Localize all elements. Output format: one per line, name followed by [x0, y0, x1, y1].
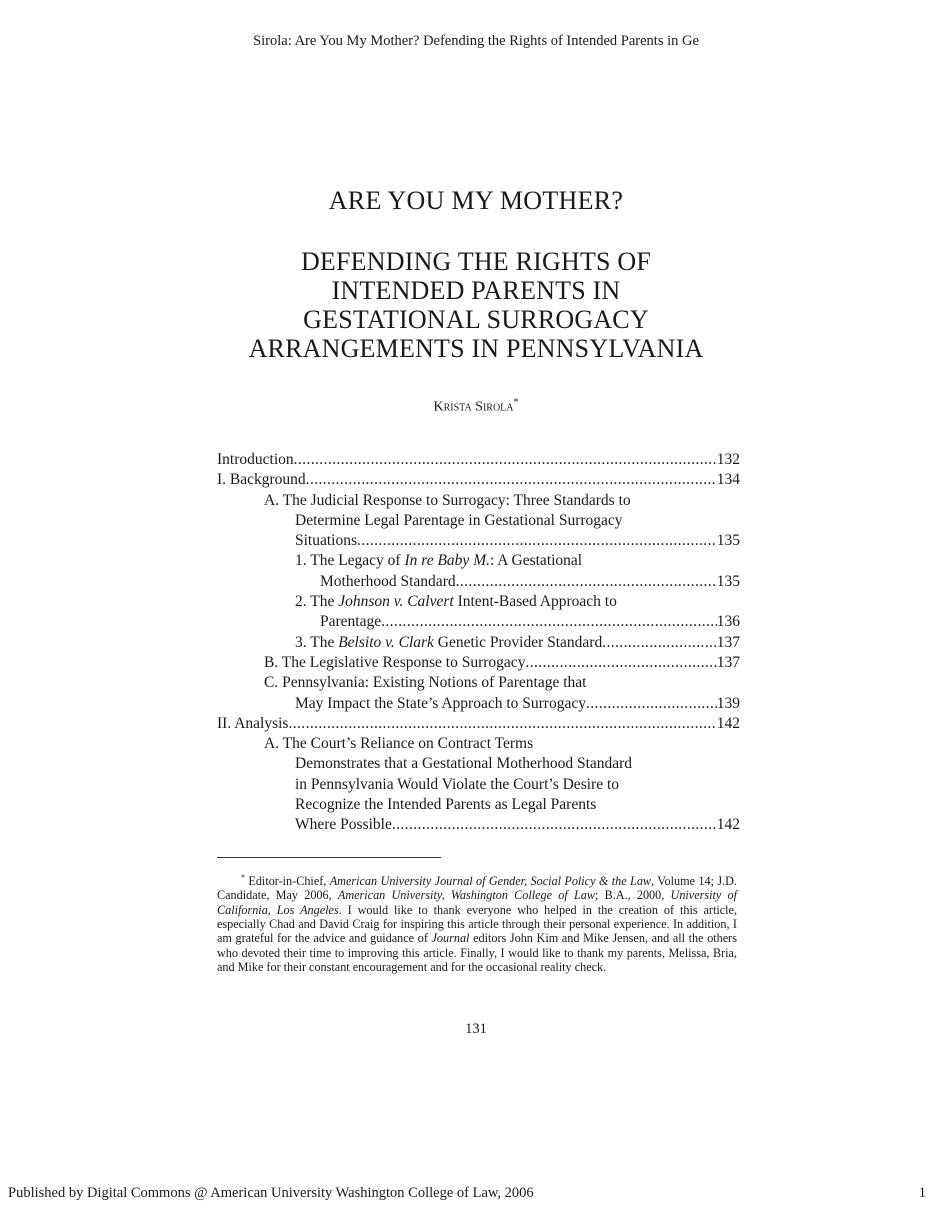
- author-name: Krista Sirola: [433, 399, 514, 415]
- toc-leader: [381, 612, 717, 632]
- footnote-segment: Editor-in-Chief,: [245, 874, 330, 889]
- toc-page-number: 136: [716, 613, 740, 631]
- toc-entry-label: B. The Legislative Response to Surrogacy: [264, 653, 526, 671]
- toc-entry-continuation: [217, 815, 740, 835]
- toc-leader: [525, 653, 716, 673]
- toc-entry-text: : A Gestational: [489, 552, 583, 570]
- toc-entry-johnson: [217, 592, 740, 612]
- toc-page-number: 135: [716, 532, 740, 550]
- toc-page-number: 142: [716, 714, 740, 732]
- toc-entry-continuation: Recognize the Intended Parents as Legal Parents: [295, 796, 597, 814]
- toc-page-number: 137: [716, 633, 740, 651]
- toc-entry-label: Motherhood Standard: [320, 572, 456, 590]
- footnote-italic: Journal: [431, 931, 470, 946]
- toc-leader: [602, 633, 717, 653]
- article-title: ARE YOU MY MOTHER?: [328, 186, 624, 215]
- publisher-footer: Published by Digital Commons @ American University Washington College of Law, 2006: [8, 1185, 534, 1201]
- toc-entry-label: May Impact the State’s Approach to Surrogacy: [295, 694, 586, 712]
- case-name: Belsito v. Clark: [338, 633, 434, 651]
- toc-page-number: 134: [716, 471, 740, 489]
- toc-leader: [306, 470, 717, 490]
- footnote-segment: editors John Kim and Mike Jensen, and all the others who devoted their time to improving this article. Finally, I would like to thank my parents, Melissa, Bria, and Mike for their constant encouragement and for the occasional reality check.: [217, 931, 737, 974]
- footnote-italic: American University, Washington College of Law: [337, 888, 595, 903]
- footnote-segment: ; B.A., 2000,: [594, 888, 671, 903]
- toc-entry-continuation: [217, 531, 740, 551]
- toc-entry-continuation: in Pennsylvania Would Violate the Court’s Desire to: [295, 775, 620, 793]
- toc-page-number: 135: [716, 572, 740, 590]
- toc-entry-contract-terms: A. The Court’s Reliance on Contract Terms: [264, 735, 534, 753]
- toc-entry-judicial-response: A. The Judicial Response to Surrogacy: Three Standards to: [264, 491, 631, 509]
- table-of-contents: [217, 450, 740, 836]
- subtitle-line: GESTATIONAL SURROGACY: [303, 305, 649, 334]
- toc-entry-text: 3. The: [295, 633, 339, 651]
- footnote-segment: , Volume 14; J.D. Candidate, May 2006,: [217, 874, 737, 903]
- toc-entry-text: Genetic Provider Standard: [433, 633, 603, 651]
- toc-entry-baby-m: [217, 551, 740, 571]
- toc-entry-label: II. Analysis: [217, 714, 289, 732]
- case-name: Johnson v. Calvert: [338, 593, 454, 611]
- toc-entry-continuation: [217, 612, 740, 632]
- case-name: In re Baby M.: [404, 552, 490, 570]
- subtitle-line: INTENDED PARENTS IN: [331, 276, 621, 305]
- page-number: 131: [465, 1021, 487, 1037]
- toc-leader: [392, 815, 717, 835]
- footnote-text: [217, 871, 737, 974]
- toc-entry-continuation: [217, 572, 740, 592]
- toc-entry-text: 1. The Legacy of: [295, 552, 405, 570]
- toc-entry-continuation: [217, 694, 740, 714]
- toc-entry-legislative-response: [217, 653, 740, 673]
- toc-entry-analysis: [217, 714, 740, 734]
- toc-entry-label: Situations: [295, 532, 358, 550]
- toc-entry-text: Intent-Based Approach to: [453, 593, 617, 611]
- toc-leader: [288, 714, 716, 734]
- subtitle-line: ARRANGEMENTS IN PENNSYLVANIA: [248, 334, 704, 363]
- footnote-segment: . I would like to thank everyone who helped in the creation of this article, especially Chad and David Craig for inspiring this article through their personal experience. In addition, I am grateful for the advice and guidance of: [217, 902, 738, 946]
- toc-page-number: 137: [716, 653, 740, 671]
- footnote-italic: University of California, Los Angeles: [217, 888, 737, 917]
- toc-page-number: 142: [716, 816, 740, 834]
- running-header: Sirola: Are You My Mother? Defending the Rights of Intended Parents in Ge: [253, 33, 699, 49]
- toc-entry-belsito: [217, 633, 740, 653]
- toc-page-number: 139: [716, 694, 740, 712]
- toc-page-number: 132: [716, 451, 740, 468]
- toc-entry-label: [295, 633, 602, 653]
- toc-entry-text: 2. The: [295, 593, 339, 611]
- author-byline: [0, 397, 952, 416]
- toc-leader: [586, 694, 717, 714]
- footnote-divider: [217, 857, 441, 858]
- toc-entry-label: Parentage: [320, 613, 382, 631]
- toc-entry-background: [217, 470, 740, 490]
- toc-entry-label: I. Background: [217, 471, 306, 489]
- toc-entry-introduction: [217, 450, 740, 470]
- article-subtitle: [0, 247, 952, 363]
- toc-leader: [357, 531, 717, 551]
- toc-leader: [456, 572, 717, 592]
- footnote-italic: American University Journal of Gender, Social Policy & the Law: [329, 874, 652, 889]
- toc-leader: [294, 450, 717, 470]
- toc-entry-label: Where Possible: [295, 816, 392, 834]
- author-footnote-mark: *: [513, 397, 519, 408]
- footnote-mark: *: [241, 873, 245, 882]
- pdf-page-number: 1: [918, 1185, 926, 1201]
- toc-entry-label: Introduction: [217, 451, 294, 468]
- toc-entry-pennsylvania: C. Pennsylvania: Existing Notions of Parentage that: [264, 674, 587, 692]
- toc-entry-continuation: Demonstrates that a Gestational Motherhood Standard: [295, 755, 633, 773]
- subtitle-line: DEFENDING THE RIGHTS OF: [300, 247, 652, 276]
- toc-entry-continuation: Determine Legal Parentage in Gestational Surrogacy: [295, 511, 623, 529]
- footnote: [217, 871, 737, 974]
